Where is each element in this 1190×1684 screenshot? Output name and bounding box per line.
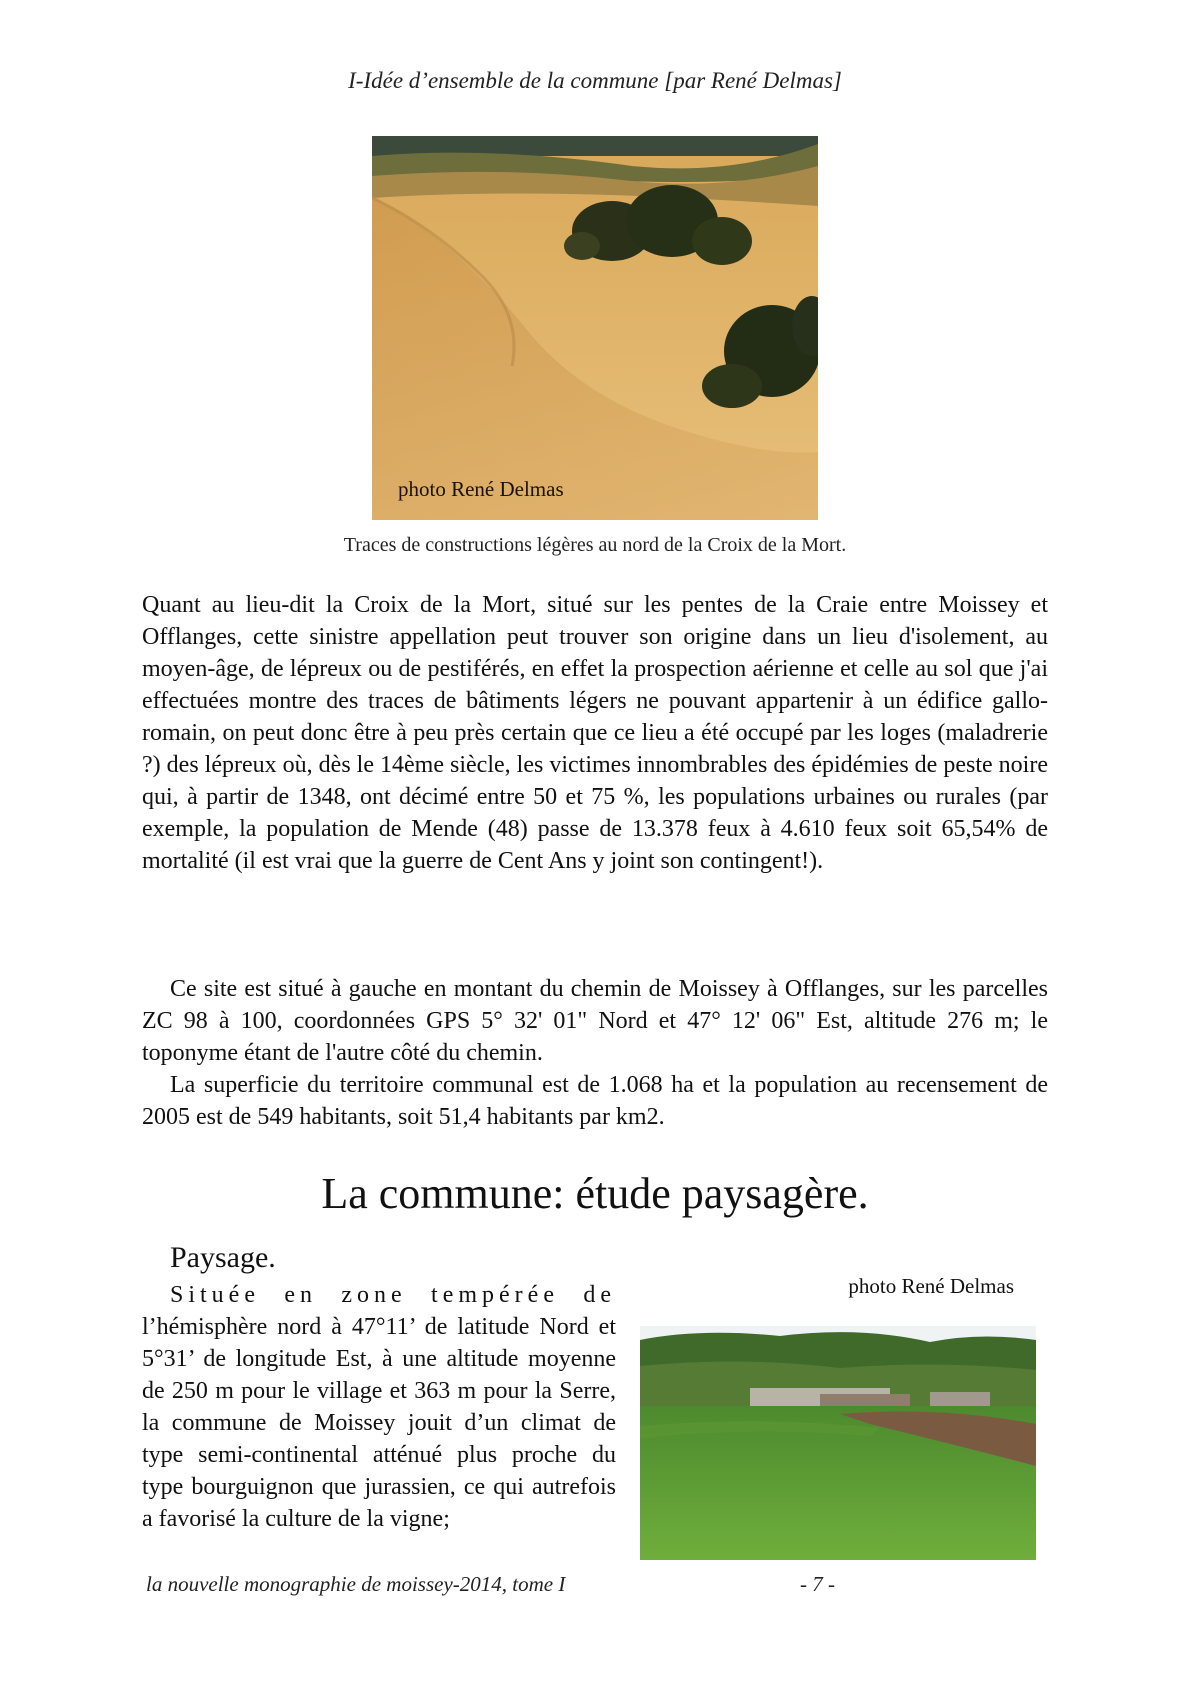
paragraph: Ce site est situé à gauche en montant du chemin de Moissey à Offlanges, sur les parcelles ZC 98 à 100, coordonnées GPS 5° 32' 01" Nord et 47° 12' 06" Est, altitude 276 m; le toponyme étant de l'autre côté du chemin. xyxy=(142,976,1048,1066)
wheat-field-image xyxy=(372,136,818,520)
figure-caption: Traces de constructions légères au nord de la Croix de la Mort. xyxy=(343,534,847,556)
landscape-photo xyxy=(640,1256,1036,1560)
paragraph-rest: l’hémisphère nord à 47°11’ de latitude Nord et 5°31’ de longitude Est, à une altitude moyenne de 250 m pour le village et 363 m pour la Serre, la commune de Moissey jouit d’un climat de type semi-continental atténué plus proche du type bourguignon que jurassien, ce qui autrefois a favorisé la culture de la vigne; xyxy=(142,1314,616,1532)
footer-book-title: la nouvelle monographie de moissey-2014, tome I xyxy=(146,1572,566,1596)
page-number: - 7 - xyxy=(800,1572,835,1596)
wheat-field-photo xyxy=(372,136,818,520)
paragraph: La superficie du territoire communal est de 1.068 ha et la population au recensement de 2005 est de 549 habitants, soit 51,4 habitants par km2. xyxy=(142,1072,1048,1130)
paragraph xyxy=(142,1279,616,1535)
subsection-title: Paysage. xyxy=(170,1241,276,1274)
section-title: La commune: étude paysagère. xyxy=(321,1169,869,1218)
paragraph: Quant au lieu-dit la Croix de la Mort, situé sur les pentes de la Craie entre Moissey et Offlanges, cette sinistre appellation peut trouver son origine dans un lieu d'isolement, au moyen-âge, de lépreux ou de pestiférés, en effet la prospection aérienne et celle au sol que j'ai effectuées montre des traces de bâtiments légers ne pouvant appartenir à un édifice gallo-romain, on peut donc être à peu près certain que ce lieu a été occupé par les loges (maladrerie ?) des lépreux où, dès le 14ème siècle, les victimes innombrables des épidémies de peste noire qui, à partir de 1348, ont décimé entre 50 et 75 %, les populations urbaines ou rurales (par exemple, la population de Mende (48) passe de 13.378 feux à 4.610 feux soit 65,54% de mortalité (il est vrai que la guerre de Cent Ans y joint son contingent!). xyxy=(142,592,1048,874)
running-header: I-Idée d’ensemble de la commune [par René Delmas] xyxy=(348,68,842,93)
paragraph-first-line: Située en zone tempérée de xyxy=(170,1282,616,1308)
village-landscape-image xyxy=(640,1256,1036,1560)
photo-credit: photo René Delmas xyxy=(398,477,564,501)
photo-credit: photo René Delmas xyxy=(848,1274,1014,1298)
